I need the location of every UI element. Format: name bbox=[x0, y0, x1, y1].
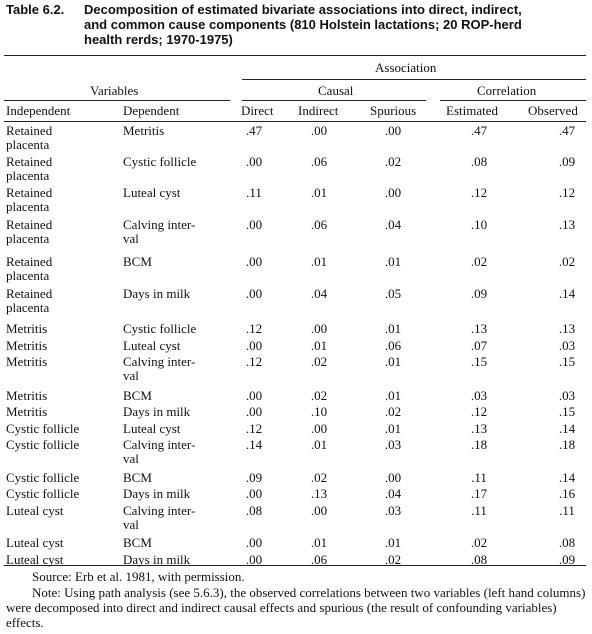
indirect-cell: .01 bbox=[310, 254, 328, 269]
dependent-cell: Calving inter- val bbox=[123, 354, 196, 383]
estimated-cell: .09 bbox=[470, 286, 488, 301]
independent-cell: Luteal cyst bbox=[6, 535, 64, 550]
indirect-cell: .01 bbox=[310, 535, 328, 550]
association-rule bbox=[242, 79, 586, 80]
observed-cell: .03 bbox=[558, 338, 576, 353]
indirect-cell: .06 bbox=[310, 217, 328, 232]
independent-cell: Metritis bbox=[6, 338, 48, 353]
dependent-cell: BCM bbox=[123, 388, 152, 403]
variables-rule bbox=[4, 100, 230, 101]
independent-cell: Metritis bbox=[6, 354, 48, 369]
spurious-cell: .00 bbox=[384, 185, 402, 200]
dependent-cell: BCM bbox=[123, 254, 152, 269]
estimated-cell: .03 bbox=[470, 388, 488, 403]
direct-cell: .11 bbox=[246, 185, 262, 200]
estimated-cell: .07 bbox=[470, 338, 488, 353]
direct-cell: .00 bbox=[245, 154, 263, 169]
header-spurious: Spurious bbox=[370, 103, 417, 118]
estimated-cell: .11 bbox=[471, 470, 487, 485]
direct-cell: .00 bbox=[245, 388, 263, 403]
dependent-cell: Days in milk bbox=[123, 404, 191, 419]
independent-cell: Retained placenta bbox=[6, 217, 53, 246]
spurious-cell: .05 bbox=[384, 286, 402, 301]
indirect-cell: .00 bbox=[310, 421, 328, 436]
spurious-cell: .01 bbox=[384, 535, 402, 550]
dependent-cell: Calving inter- val bbox=[123, 217, 196, 246]
independent-cell: Retained placenta bbox=[6, 154, 53, 183]
indirect-cell: .02 bbox=[310, 354, 328, 369]
header-bottom-rule bbox=[4, 121, 586, 122]
spurious-cell: .01 bbox=[384, 354, 402, 369]
independent-cell: Luteal cyst bbox=[6, 552, 64, 567]
independent-cell: Retained placenta bbox=[6, 185, 53, 214]
observed-cell: .11 bbox=[559, 503, 575, 518]
spurious-cell: .01 bbox=[384, 388, 402, 403]
dependent-cell: Luteal cyst bbox=[123, 185, 181, 200]
indirect-cell: .00 bbox=[310, 123, 328, 138]
header-independent: Independent bbox=[6, 103, 71, 118]
table-title: Decomposition of estimated bivariate associations into direct, indirect, and common cause components (810 Holstein lactations; 20 ROP-herd health rerds; 1970-1975) bbox=[84, 2, 522, 47]
header-dependent: Dependent bbox=[123, 103, 180, 118]
independent-cell: Retained placenta bbox=[6, 286, 53, 315]
dependent-cell: BCM bbox=[123, 535, 152, 550]
independent-cell: Cystic follicle bbox=[6, 421, 80, 436]
dependent-cell: Metritis bbox=[123, 123, 165, 138]
observed-cell: .14 bbox=[558, 470, 576, 485]
dependent-cell: BCM bbox=[123, 470, 152, 485]
source-line: Source: Erb et al. 1981, with permission. bbox=[32, 569, 245, 584]
direct-cell: .00 bbox=[245, 217, 263, 232]
independent-cell: Retained placenta bbox=[6, 254, 53, 283]
independent-cell: Metritis bbox=[6, 321, 48, 336]
dependent-cell: Cystic follicle bbox=[123, 154, 197, 169]
header-estimated: Estimated bbox=[446, 103, 498, 118]
direct-cell: .12 bbox=[245, 421, 263, 436]
table-note: Note: Using path analysis (see 5.6.3), the observed correlations between two variables (left hand columns) were decomposed into direct and indirect causal effects and spurious (the result of confounding variables) effects. bbox=[6, 585, 586, 630]
estimated-cell: .08 bbox=[470, 552, 488, 567]
spurious-cell: .02 bbox=[384, 552, 402, 567]
observed-cell: .47 bbox=[558, 123, 576, 138]
direct-cell: .00 bbox=[245, 254, 263, 269]
direct-cell: .12 bbox=[245, 321, 263, 336]
header-indirect: Indirect bbox=[298, 103, 339, 118]
independent-cell: Cystic follicle bbox=[6, 437, 80, 452]
header-observed: Observed bbox=[528, 103, 578, 118]
direct-cell: .00 bbox=[245, 486, 263, 501]
observed-cell: .16 bbox=[558, 486, 576, 501]
direct-cell: .00 bbox=[245, 404, 263, 419]
spurious-cell: .04 bbox=[384, 217, 402, 232]
indirect-cell: .01 bbox=[310, 338, 328, 353]
observed-cell: .08 bbox=[558, 535, 576, 550]
header-direct: Direct bbox=[241, 103, 274, 118]
independent-cell: Cystic follicle bbox=[6, 470, 80, 485]
dependent-cell: Luteal cyst bbox=[123, 338, 181, 353]
dependent-cell: Days in milk bbox=[123, 286, 191, 301]
spurious-cell: .00 bbox=[384, 123, 402, 138]
estimated-cell: .17 bbox=[470, 486, 488, 501]
observed-cell: .09 bbox=[558, 154, 576, 169]
observed-cell: .03 bbox=[558, 388, 576, 403]
indirect-cell: .02 bbox=[310, 388, 328, 403]
indirect-cell: .06 bbox=[310, 154, 328, 169]
observed-cell: .14 bbox=[558, 421, 576, 436]
direct-cell: .00 bbox=[245, 552, 263, 567]
dependent-cell: Calving inter- val bbox=[123, 503, 196, 532]
direct-cell: .09 bbox=[245, 470, 263, 485]
indirect-cell: .02 bbox=[310, 470, 328, 485]
observed-cell: .02 bbox=[558, 254, 576, 269]
estimated-cell: .13 bbox=[470, 421, 488, 436]
indirect-cell: .06 bbox=[310, 552, 328, 567]
indirect-cell: .01 bbox=[310, 437, 328, 452]
dependent-cell: Cystic follicle bbox=[123, 321, 197, 336]
indirect-cell: .00 bbox=[310, 503, 328, 518]
header-variables: Variables bbox=[90, 83, 139, 98]
header-correlation: Correlation bbox=[477, 83, 537, 98]
header-association: Association bbox=[375, 60, 437, 75]
independent-cell: Cystic follicle bbox=[6, 486, 80, 501]
spurious-cell: .00 bbox=[384, 470, 402, 485]
observed-cell: .12 bbox=[558, 185, 576, 200]
independent-cell: Luteal cyst bbox=[6, 503, 64, 518]
estimated-cell: .08 bbox=[470, 154, 488, 169]
dependent-cell: Calving inter- val bbox=[123, 437, 196, 466]
observed-cell: .14 bbox=[558, 286, 576, 301]
direct-cell: .00 bbox=[245, 286, 263, 301]
indirect-cell: .01 bbox=[310, 185, 328, 200]
correlation-rule bbox=[440, 100, 586, 101]
direct-cell: .47 bbox=[245, 123, 263, 138]
estimated-cell: .12 bbox=[470, 185, 488, 200]
estimated-cell: .18 bbox=[470, 437, 488, 452]
spurious-cell: .03 bbox=[384, 503, 402, 518]
estimated-cell: .13 bbox=[470, 321, 488, 336]
dependent-cell: Luteal cyst bbox=[123, 421, 181, 436]
observed-cell: .13 bbox=[558, 321, 576, 336]
table-number: Table 6.2. bbox=[6, 2, 65, 17]
top-rule bbox=[4, 55, 586, 56]
direct-cell: .00 bbox=[245, 338, 263, 353]
independent-cell: Metritis bbox=[6, 388, 48, 403]
independent-cell: Retained placenta bbox=[6, 123, 53, 152]
estimated-cell: .15 bbox=[470, 354, 488, 369]
observed-cell: .15 bbox=[558, 354, 576, 369]
indirect-cell: .10 bbox=[310, 404, 328, 419]
observed-cell: .13 bbox=[558, 217, 576, 232]
spurious-cell: .01 bbox=[384, 421, 402, 436]
estimated-cell: .12 bbox=[470, 404, 488, 419]
spurious-cell: .01 bbox=[384, 254, 402, 269]
causal-rule bbox=[242, 100, 426, 101]
observed-cell: .18 bbox=[558, 437, 576, 452]
independent-cell: Metritis bbox=[6, 404, 48, 419]
direct-cell: .12 bbox=[245, 354, 263, 369]
direct-cell: .08 bbox=[245, 503, 263, 518]
estimated-cell: .10 bbox=[470, 217, 488, 232]
dependent-cell: Days in milk bbox=[123, 486, 191, 501]
estimated-cell: .11 bbox=[471, 503, 487, 518]
observed-cell: .15 bbox=[558, 404, 576, 419]
estimated-cell: .02 bbox=[470, 254, 488, 269]
header-causal: Causal bbox=[318, 83, 354, 98]
indirect-cell: .13 bbox=[310, 486, 328, 501]
bottom-rule bbox=[4, 565, 586, 566]
spurious-cell: .02 bbox=[384, 404, 402, 419]
estimated-cell: .02 bbox=[470, 535, 488, 550]
indirect-cell: .04 bbox=[310, 286, 328, 301]
spurious-cell: .06 bbox=[384, 338, 402, 353]
observed-cell: .09 bbox=[558, 552, 576, 567]
direct-cell: .00 bbox=[245, 535, 263, 550]
spurious-cell: .01 bbox=[384, 321, 402, 336]
direct-cell: .14 bbox=[245, 437, 263, 452]
indirect-cell: .00 bbox=[310, 321, 328, 336]
dependent-cell: Days in milk bbox=[123, 552, 191, 567]
spurious-cell: .02 bbox=[384, 154, 402, 169]
spurious-cell: .03 bbox=[384, 437, 402, 452]
estimated-cell: .47 bbox=[470, 123, 488, 138]
spurious-cell: .04 bbox=[384, 486, 402, 501]
